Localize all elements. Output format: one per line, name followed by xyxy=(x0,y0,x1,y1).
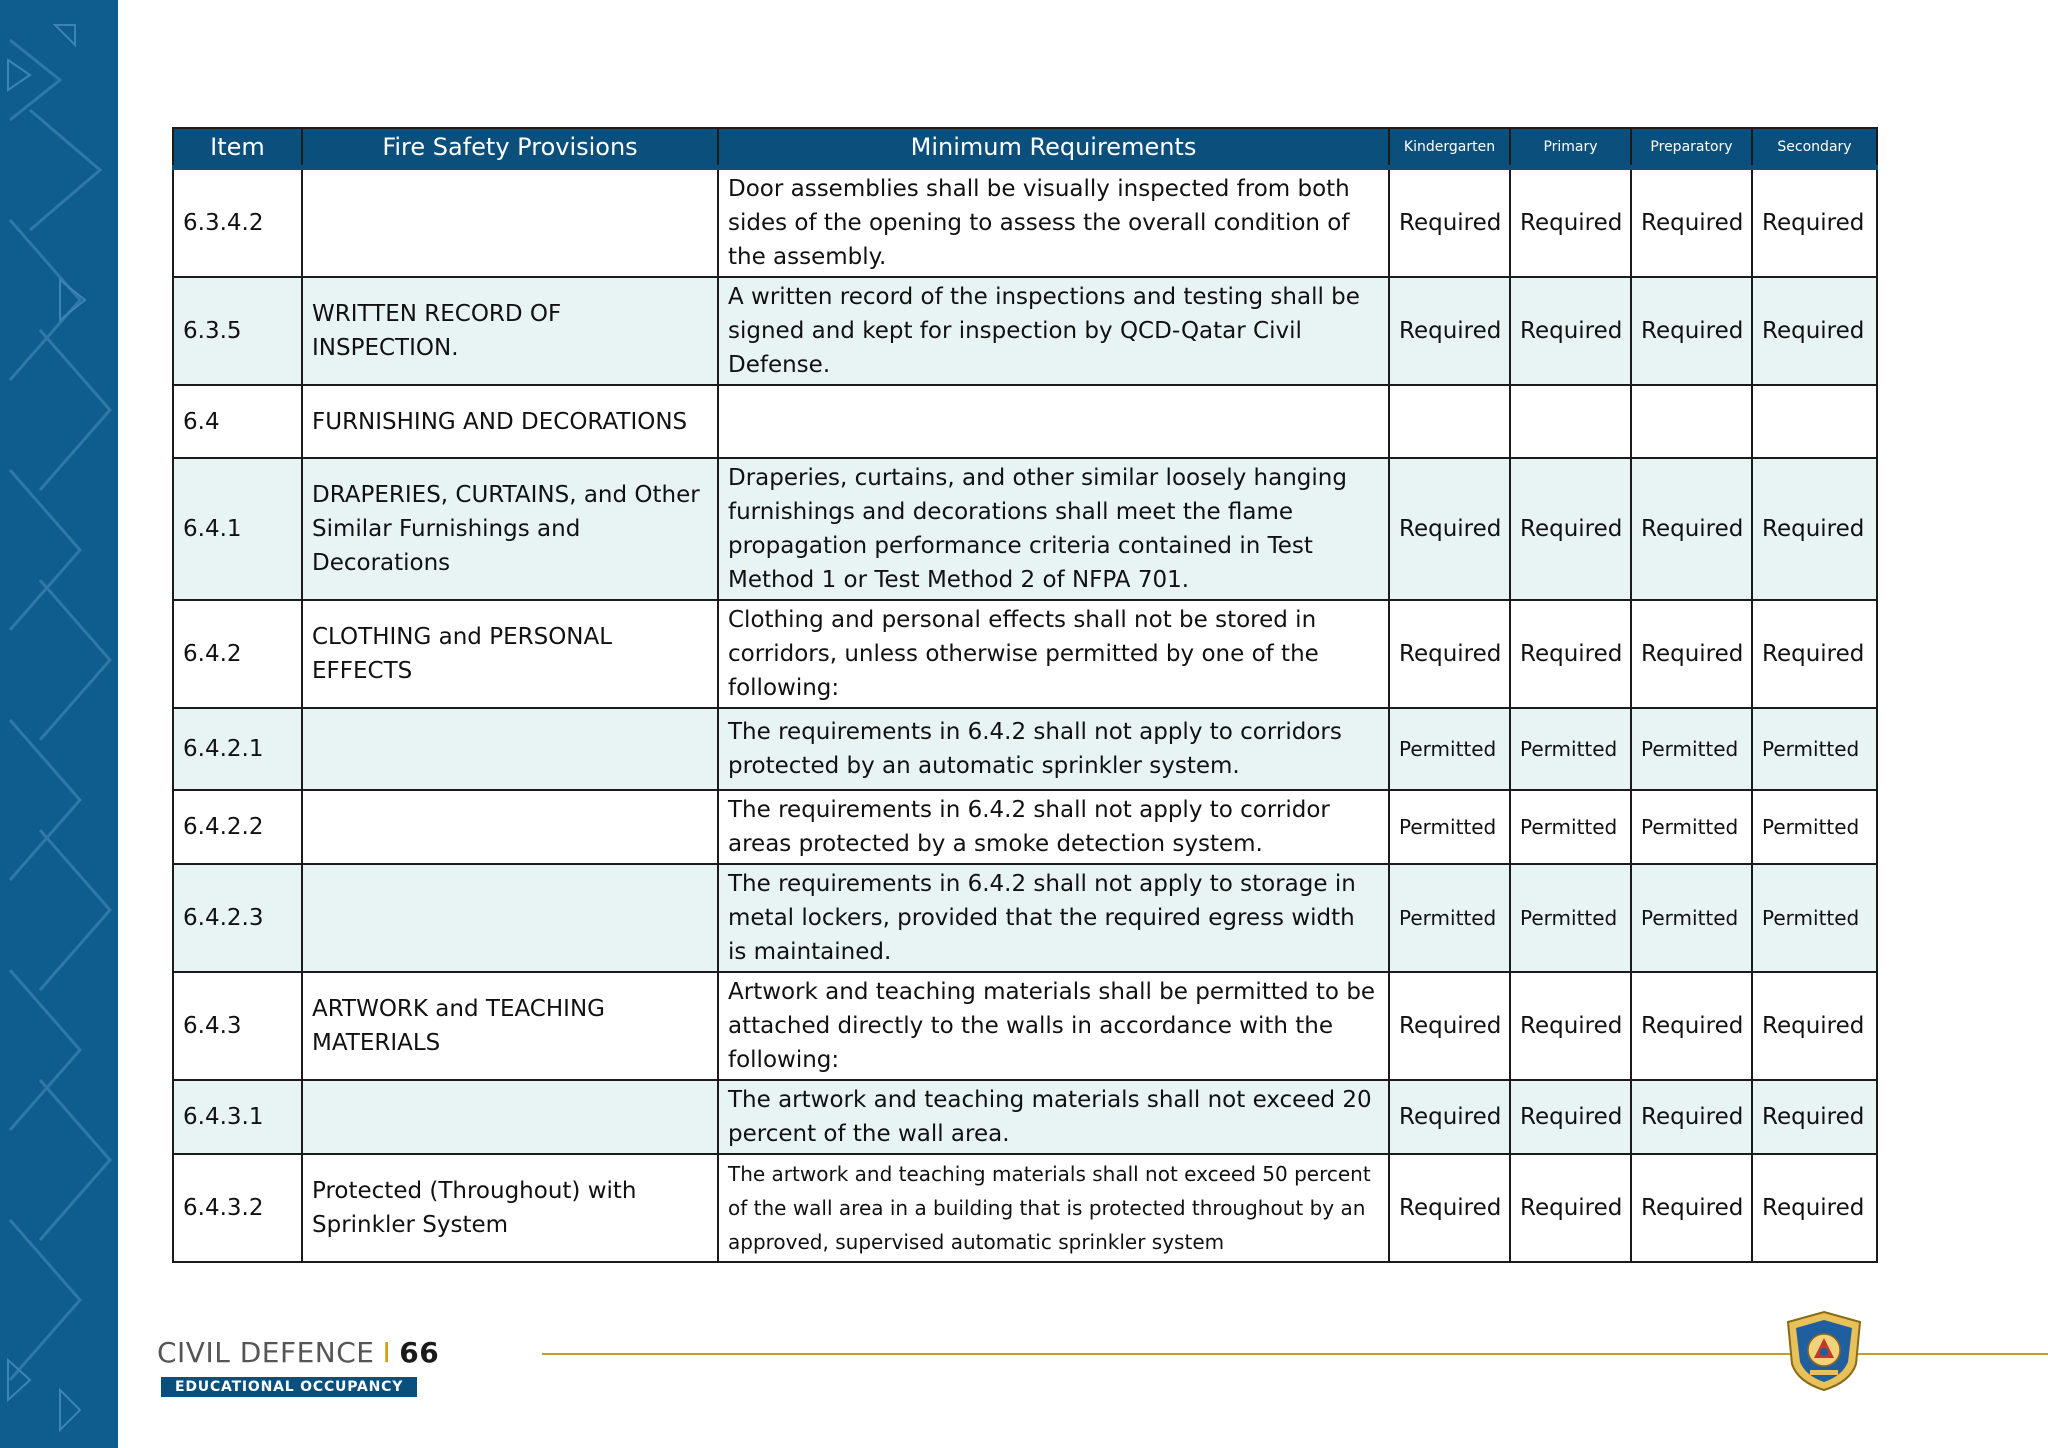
row-preparatory: Required xyxy=(1631,458,1752,600)
row-kindergarten: Required xyxy=(1389,277,1510,385)
row-secondary: Required xyxy=(1752,277,1877,385)
row-kindergarten: Required xyxy=(1389,168,1510,278)
table-row xyxy=(173,1154,1877,1262)
row-preparatory xyxy=(1631,385,1752,458)
row-primary: Permitted xyxy=(1510,708,1631,790)
row-secondary: Required xyxy=(1752,972,1877,1080)
row-secondary: Required xyxy=(1752,1154,1877,1262)
row-primary: Permitted xyxy=(1510,864,1631,972)
row-preparatory: Permitted xyxy=(1631,708,1752,790)
row-requirement: The artwork and teaching materials shall not exceed 50 percent of the wall area in a building that is protected throughout by an approved, supervised automatic sprinkler system xyxy=(718,1154,1389,1262)
row-requirement: Artwork and teaching materials shall be permitted to be attached directly to the walls in accordance with the following: xyxy=(718,972,1389,1080)
row-provision: ARTWORK and TEACHING MATERIALS xyxy=(302,972,718,1080)
brand-name: CIVIL DEFENCE xyxy=(157,1336,375,1369)
row-kindergarten: Required xyxy=(1389,972,1510,1080)
row-primary: Required xyxy=(1510,972,1631,1080)
row-kindergarten xyxy=(1389,385,1510,458)
table-header-row xyxy=(173,128,1877,168)
row-preparatory: Permitted xyxy=(1631,864,1752,972)
header-provisions: Fire Safety Provisions xyxy=(302,128,718,168)
row-requirement: Clothing and personal effects shall not be stored in corridors, unless otherwise permitted by one of the following: xyxy=(718,600,1389,708)
header-preparatory: Preparatory xyxy=(1631,128,1752,168)
row-requirement xyxy=(718,385,1389,458)
row-preparatory: Required xyxy=(1631,277,1752,385)
brand-separator: I xyxy=(382,1336,392,1369)
table-row xyxy=(173,1080,1877,1154)
row-secondary: Required xyxy=(1752,458,1877,600)
row-provision xyxy=(302,790,718,864)
row-preparatory: Required xyxy=(1631,972,1752,1080)
table-row xyxy=(173,458,1877,600)
table-row xyxy=(173,168,1877,278)
row-secondary: Permitted xyxy=(1752,790,1877,864)
row-requirement: Draperies, curtains, and other similar loosely hanging furnishings and decorations shall meet the flame propagation performance criteria contained in Test Method 1 or Test Method 2 of NFPA 701. xyxy=(718,458,1389,600)
row-secondary: Required xyxy=(1752,168,1877,278)
row-primary: Required xyxy=(1510,1080,1631,1154)
row-primary: Required xyxy=(1510,168,1631,278)
row-kindergarten: Required xyxy=(1389,458,1510,600)
row-provision xyxy=(302,168,718,278)
chevron-pattern-icon xyxy=(0,0,118,1448)
header-kindergarten: Kindergarten xyxy=(1389,128,1510,168)
table-row xyxy=(173,385,1877,458)
row-item: 6.4.3 xyxy=(173,972,302,1080)
header-item: Item xyxy=(173,128,302,168)
row-primary: Required xyxy=(1510,1154,1631,1262)
row-item: 6.4 xyxy=(173,385,302,458)
row-requirement: Door assemblies shall be visually inspected from both sides of the opening to assess the overall condition of the assembly. xyxy=(718,168,1389,278)
page-number: 66 xyxy=(399,1336,440,1369)
row-preparatory: Permitted xyxy=(1631,790,1752,864)
row-provision: CLOTHING and PERSONAL EFFECTS xyxy=(302,600,718,708)
table-row xyxy=(173,864,1877,972)
row-item: 6.4.1 xyxy=(173,458,302,600)
row-primary: Required xyxy=(1510,458,1631,600)
row-provision xyxy=(302,708,718,790)
header-requirements: Minimum Requirements xyxy=(718,128,1389,168)
section-tag: EDUCATIONAL OCCUPANCY xyxy=(161,1377,417,1397)
row-item: 6.3.5 xyxy=(173,277,302,385)
table-row xyxy=(173,708,1877,790)
row-item: 6.4.2 xyxy=(173,600,302,708)
row-secondary xyxy=(1752,385,1877,458)
row-kindergarten: Required xyxy=(1389,1080,1510,1154)
row-item: 6.3.4.2 xyxy=(173,168,302,278)
row-provision: DRAPERIES, CURTAINS, and Other Similar Furnishings and Decorations xyxy=(302,458,718,600)
row-preparatory: Required xyxy=(1631,1154,1752,1262)
header-primary: Primary xyxy=(1510,128,1631,168)
header-secondary: Secondary xyxy=(1752,128,1877,168)
row-primary: Required xyxy=(1510,277,1631,385)
fire-safety-table xyxy=(172,127,1878,1263)
row-kindergarten: Required xyxy=(1389,1154,1510,1262)
row-provision xyxy=(302,1080,718,1154)
row-item: 6.4.2.3 xyxy=(173,864,302,972)
row-primary: Required xyxy=(1510,600,1631,708)
row-kindergarten: Permitted xyxy=(1389,708,1510,790)
row-requirement: A written record of the inspections and testing shall be signed and kept for inspection by QCD-Qatar Civil Defense. xyxy=(718,277,1389,385)
row-provision: Protected (Throughout) with Sprinkler System xyxy=(302,1154,718,1262)
row-secondary: Required xyxy=(1752,600,1877,708)
row-provision: FURNISHING AND DECORATIONS xyxy=(302,385,718,458)
row-preparatory: Required xyxy=(1631,168,1752,278)
row-secondary: Required xyxy=(1752,1080,1877,1154)
row-requirement: The requirements in 6.4.2 shall not apply to corridors protected by an automatic sprinkler system. xyxy=(718,708,1389,790)
row-item: 6.4.2.1 xyxy=(173,708,302,790)
row-kindergarten: Required xyxy=(1389,600,1510,708)
row-kindergarten: Permitted xyxy=(1389,864,1510,972)
row-requirement: The artwork and teaching materials shall not exceed 20 percent of the wall area. xyxy=(718,1080,1389,1154)
row-item: 6.4.3.1 xyxy=(173,1080,302,1154)
row-preparatory: Required xyxy=(1631,1080,1752,1154)
civil-defence-emblem-icon xyxy=(1780,1310,1868,1392)
row-item: 6.4.2.2 xyxy=(173,790,302,864)
row-requirement: The requirements in 6.4.2 shall not apply to corridor areas protected by a smoke detection system. xyxy=(718,790,1389,864)
table-row xyxy=(173,790,1877,864)
row-secondary: Permitted xyxy=(1752,708,1877,790)
row-kindergarten: Permitted xyxy=(1389,790,1510,864)
row-preparatory: Required xyxy=(1631,600,1752,708)
row-requirement: The requirements in 6.4.2 shall not apply to storage in metal lockers, provided that the required egress width is maintained. xyxy=(718,864,1389,972)
footer-brand xyxy=(157,1336,439,1369)
table-row xyxy=(173,600,1877,708)
side-decor-band xyxy=(0,0,118,1448)
table-row xyxy=(173,972,1877,1080)
row-primary xyxy=(1510,385,1631,458)
row-secondary: Permitted xyxy=(1752,864,1877,972)
table-row xyxy=(173,277,1877,385)
row-provision xyxy=(302,864,718,972)
row-primary: Permitted xyxy=(1510,790,1631,864)
row-item: 6.4.3.2 xyxy=(173,1154,302,1262)
row-provision: WRITTEN RECORD OF INSPECTION. xyxy=(302,277,718,385)
